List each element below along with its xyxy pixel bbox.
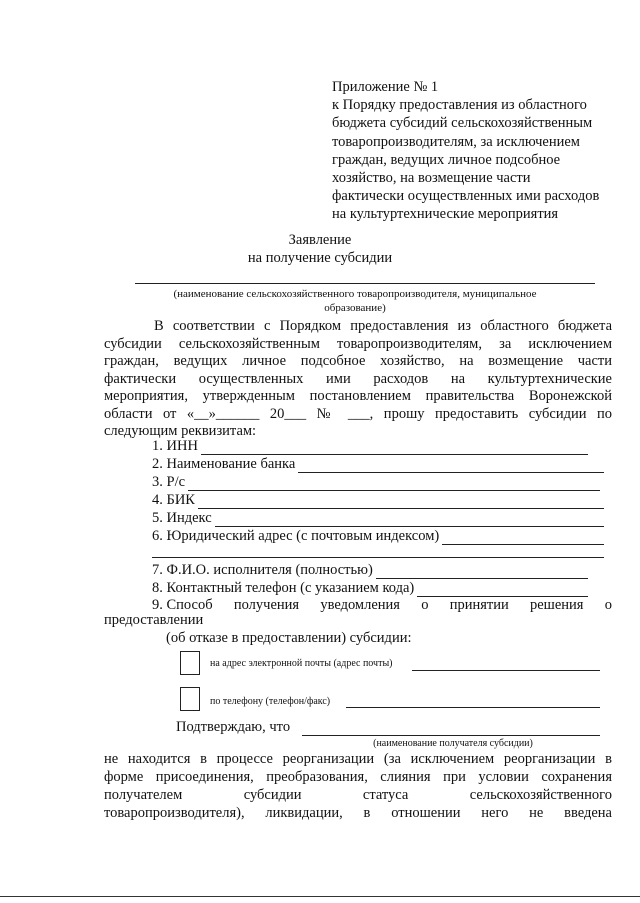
item9-word: о	[421, 597, 429, 613]
field-label: 1. ИНН	[152, 438, 198, 454]
index-input-line[interactable]	[215, 513, 604, 527]
field-label: 8. Контактный телефон (с указанием кода)	[152, 580, 415, 596]
phone-number-input-line[interactable]	[346, 707, 600, 708]
field-executor-name	[152, 561, 588, 579]
legal-address-input-line[interactable]	[442, 531, 604, 545]
appendix-line: Приложение № 1	[332, 79, 439, 95]
field-label: 6. Юридический адрес (с почтовым индексом)	[152, 528, 440, 544]
phone-option-label: по телефону (телефон/факс)	[210, 696, 331, 707]
executor-name-input-line[interactable]	[376, 565, 588, 579]
item9-word: получения	[233, 597, 300, 613]
intro-paragraph	[104, 318, 612, 441]
field-label: 2. Наименование банка	[152, 456, 296, 472]
recipient-name-input-line[interactable]	[302, 735, 600, 736]
intro-line: следующим реквизитам:	[104, 423, 257, 439]
field-label: 4. БИК	[152, 492, 195, 508]
contact-phone-input-line[interactable]	[417, 583, 588, 597]
intro-line: мероприятия, утвержденным постановлением правительства Воронежской	[104, 388, 612, 404]
item9-word: о	[604, 597, 612, 613]
legal-address-continuation-line[interactable]	[152, 557, 604, 558]
page-bottom-edge	[0, 896, 640, 897]
closing-line: получателем субсидии статуса сельскохозяйственного	[104, 787, 612, 803]
appendix-line: к Порядку предоставления из областного	[332, 97, 587, 114]
inn-input-line[interactable]	[201, 441, 588, 455]
field-label: 7. Ф.И.О. исполнителя (полностью)	[152, 562, 373, 578]
closing-paragraph	[104, 750, 612, 822]
field-legal-address	[152, 527, 604, 545]
confirm-label: Подтверждаю, что	[176, 719, 291, 735]
intro-line: субсидии сельскохозяйственным товаропроизводителям, за исключением	[104, 335, 612, 352]
appendix-line: фактически осуществленных ими расходов	[332, 188, 600, 205]
appendix-block	[332, 78, 622, 224]
item9-word: принятии	[449, 597, 509, 613]
item9-line2: предоставлении	[104, 612, 204, 628]
account-input-line[interactable]	[188, 477, 600, 491]
field-contact-phone	[152, 579, 588, 597]
appendix-line: на культуртехнические мероприятия	[332, 206, 559, 223]
appendix-line: граждан, ведущих личное подсобное	[332, 151, 561, 168]
item9-line1	[152, 597, 612, 614]
closing-line: не находится в процессе реорганизации (за исключением реорганизации в	[104, 751, 612, 767]
field-label: 5. Индекс	[152, 510, 212, 526]
appendix-line: бюджета субсидий сельскохозяйственным	[332, 115, 593, 132]
recipient-name-caption: (наименование получателя субсидии)	[373, 738, 533, 749]
field-inn	[152, 437, 588, 455]
item9-word: уведомления	[320, 597, 400, 613]
document-subtitle: на получение субсидии	[247, 250, 393, 266]
intro-line: области от «__»______ 20___ № ___, прошу предоставить субсидии по	[104, 405, 612, 422]
email-option-label: на адрес электронной почты (адрес почты)	[210, 658, 393, 669]
item9-word: решения	[529, 597, 584, 613]
field-bik	[152, 491, 604, 509]
appendix-line: хозяйство, на возмещение части	[332, 170, 531, 187]
phone-option-checkbox[interactable]	[180, 687, 200, 711]
applicant-caption-line2: образование)	[324, 302, 386, 314]
intro-line: В соответствии с Порядком предоставления из областного бюджета	[154, 318, 612, 334]
intro-line: фактически осуществленных ими расходов на культуртехнические	[104, 370, 612, 387]
email-option-checkbox[interactable]	[180, 651, 200, 675]
field-account	[152, 473, 600, 491]
appendix-line: товаропроизводителям, за исключением	[332, 133, 580, 150]
field-bank-name	[152, 455, 604, 473]
closing-line: товаропроизводителя), ликвидации, в отношении него не введена	[104, 805, 612, 821]
applicant-caption-line1: (наименование сельскохозяйственного товаропроизводителя, муниципальное	[173, 288, 537, 300]
closing-line: форме присоединения, преобразования, слияния при условии сохранения	[104, 769, 612, 785]
bik-input-line[interactable]	[198, 495, 604, 509]
item9-word: 9. Способ	[152, 597, 213, 613]
field-label: 3. Р/с	[152, 474, 186, 490]
applicant-name-line[interactable]	[135, 283, 595, 284]
intro-line: граждан, ведущих личное подсобное хозяйство, на возмещение части	[104, 353, 612, 369]
email-address-input-line[interactable]	[412, 670, 600, 671]
document-title: Заявление	[288, 232, 352, 248]
field-index	[152, 509, 604, 527]
item9-line3: (об отказе в предоставлении) субсидии:	[166, 630, 412, 646]
bank-name-input-line[interactable]	[298, 459, 604, 473]
